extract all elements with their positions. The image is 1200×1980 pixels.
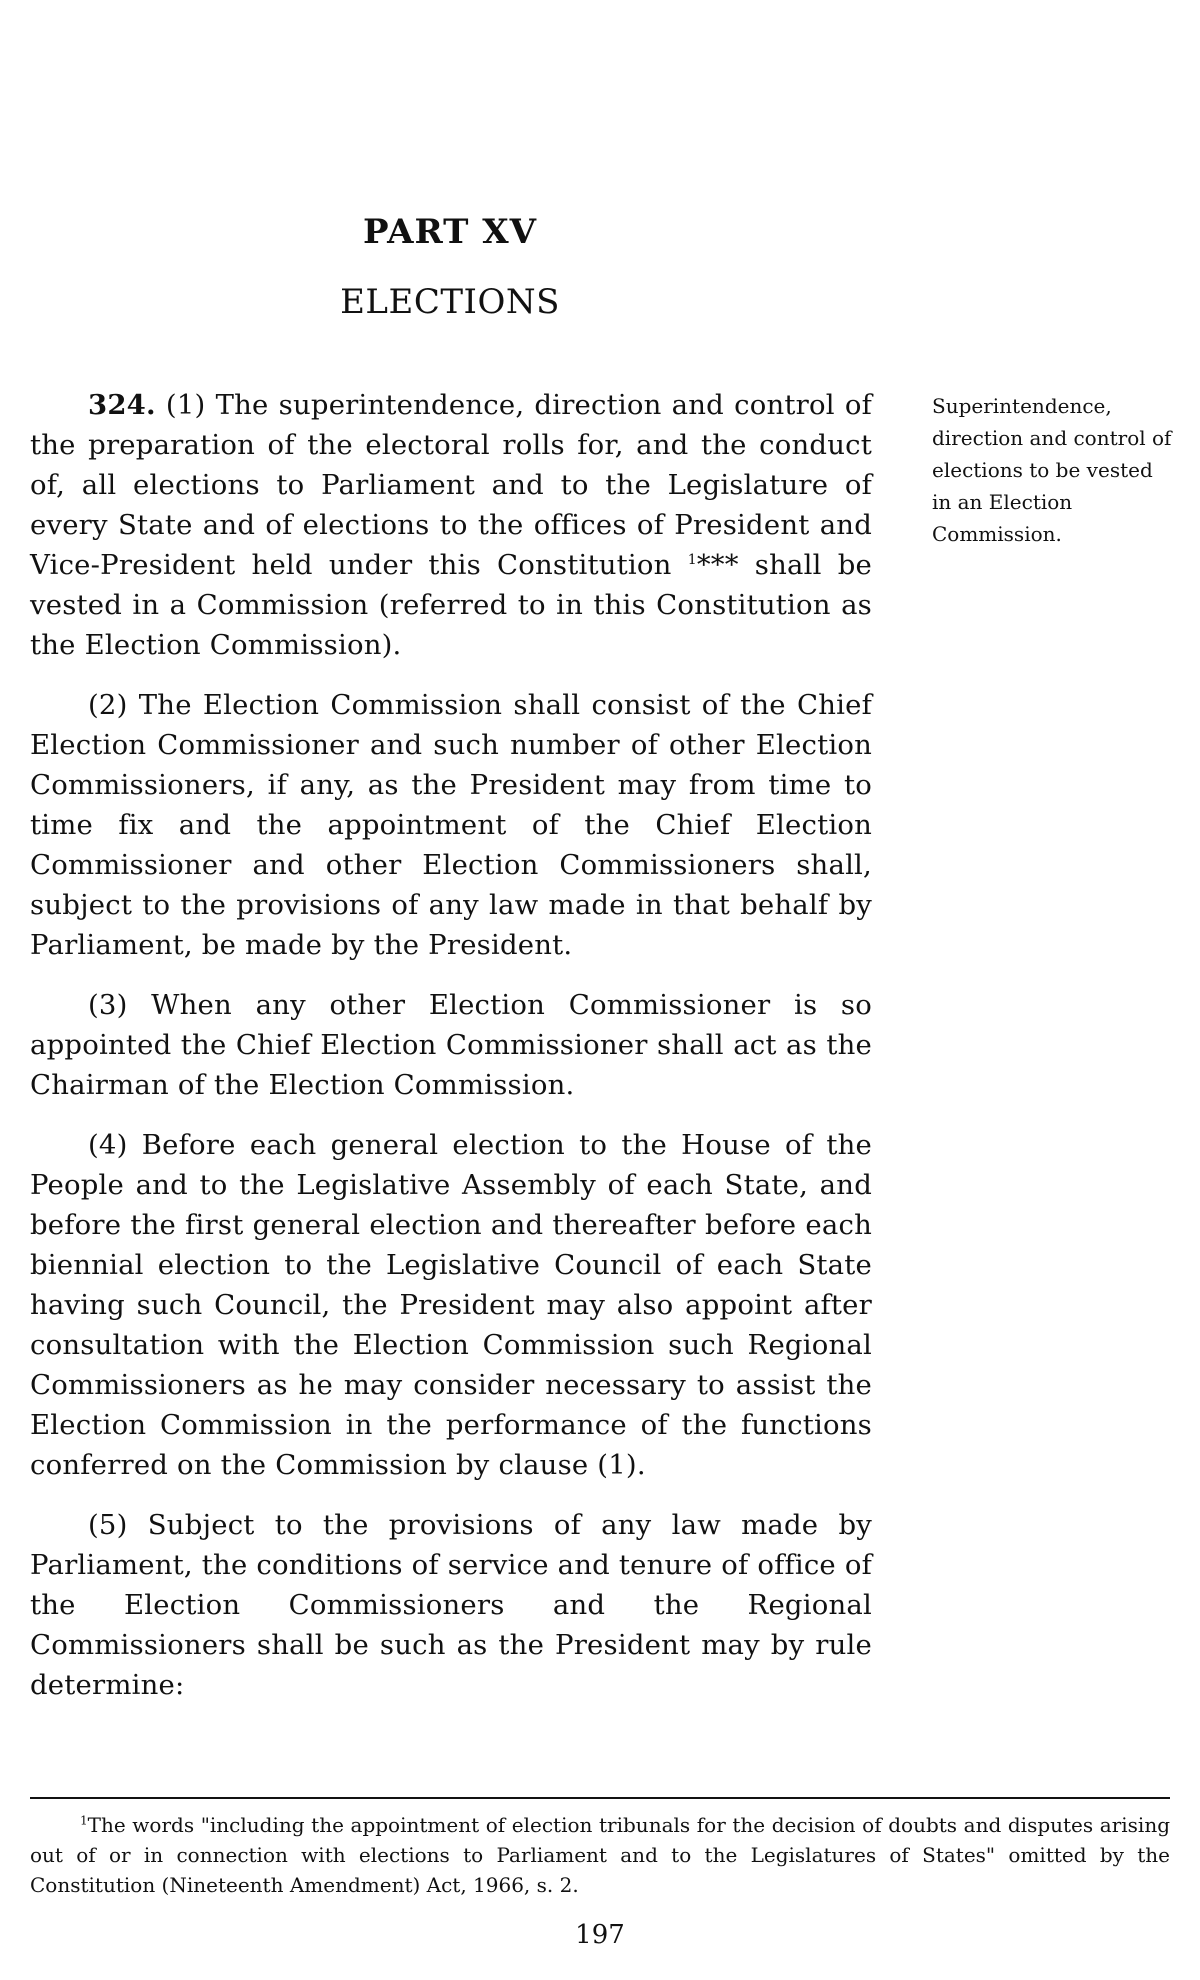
footnote [30,1810,1170,1900]
footnote-text: The words "including the appointment of election tribunals for the decision of doubts and disputes arising out of or in connection with elections to Parliament and to the Legislatures of States" omitted by the Constitution (Nineteenth Amendment) Act, 1966, s. 2. [30,1813,1170,1897]
clause-3: (3) When any other Election Commissioner is so appointed the Chief Election Commissioner shall act as the Chairman of the Election Commission. [30,989,872,1101]
clause-4: (4) Before each general election to the House of the People and to the Legislative Assembly of each State, and before the first general election and thereafter before each biennial election to the Legislative Council of each State having such Council, the President may also appoint after consultation with the Election Commission such Regional Commissioners as he may consider necessary to assist the Election Commission in the performance of the functions conferred on the Commission by clause (1). [30,1129,872,1481]
clause-2: (2) The Election Commission shall consist of the Chief Election Commissioner and such number of other Election Commissioners, if any, as the President may from time to time fix and the appointment of the Chief Election Commissioner and other Election Commissioners shall, subject to the provisions of any law made in that behalf by Parliament, be made by the President. [30,689,872,961]
footnote-reference[interactable]: 1 [687,551,697,568]
clause-1-text: (1) The superintendence, direction and control of the preparation of the electoral rolls for, and the conduct of, all elections to Parliament and to the Legislature of every State and of elections to the offices of President and Vice-President held under this Constitution [30,389,872,581]
clause-5: (5) Subject to the provisions of any law made by Parliament, the conditions of service and tenure of office of the Election Commissioners and the Regional Commissioners shall be such as the President may by rule determine: [30,1509,872,1701]
part-title: PART XV [362,212,538,252]
page-number: 197 [575,1920,625,1950]
clause-1 [30,385,872,665]
chapter-title: ELECTIONS [340,282,560,322]
clause-1-tail: *** shall be vested in a Commission (referred to in this Constitution as the Election Commission). [30,549,873,661]
footnote-divider [30,1797,1170,1799]
article-body [30,385,872,1725]
article-number: 324. [88,389,156,421]
margin-note: Superintendence, direction and control of elections to be vested in an Election Commission. [932,394,1172,546]
footnote-mark: 1 [80,1813,88,1828]
